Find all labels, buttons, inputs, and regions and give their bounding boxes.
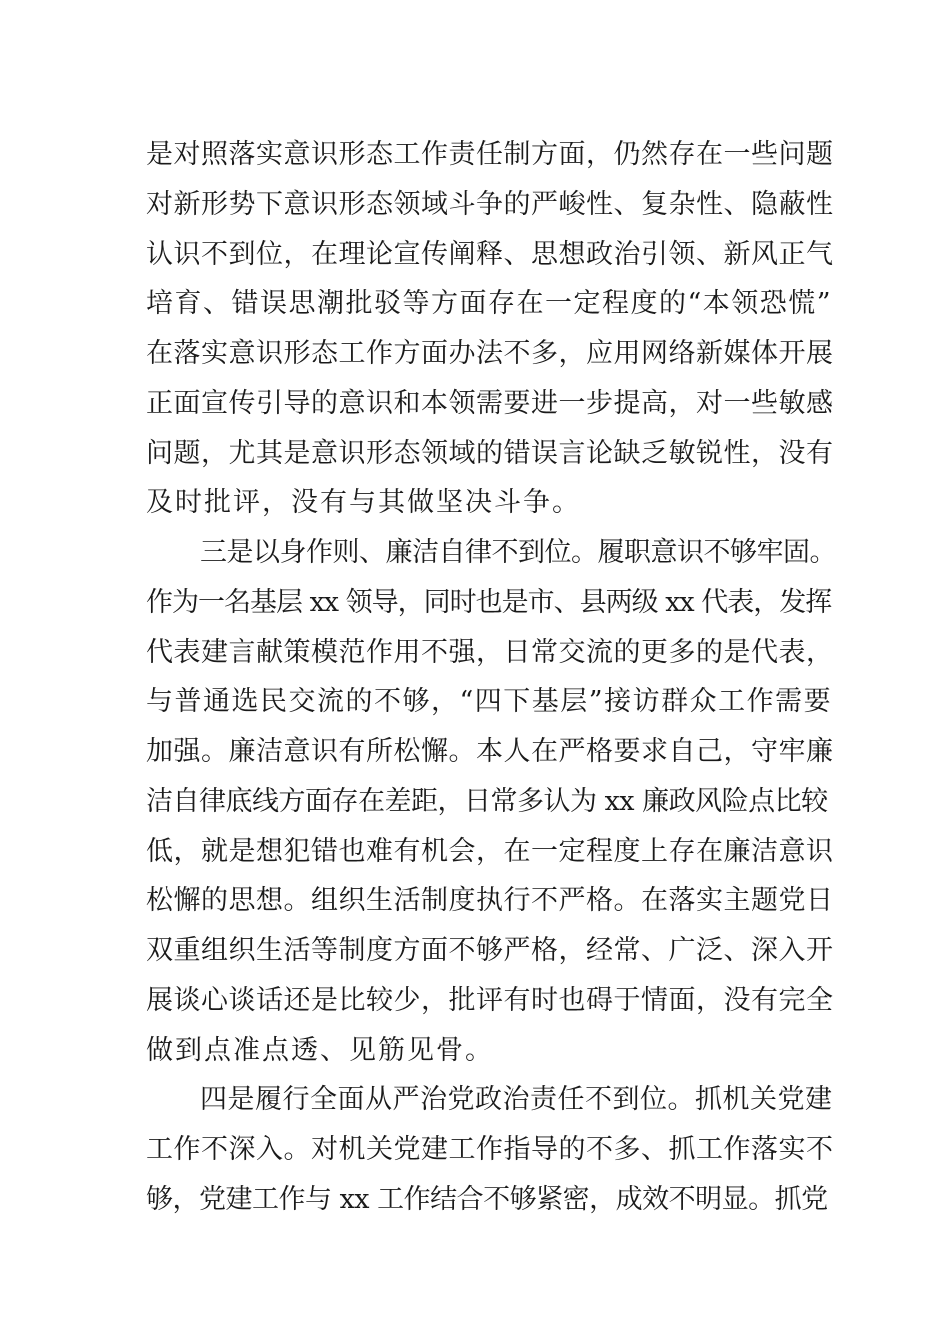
- text-line: 在落实意识形态工作方面办法不多，应用网络新媒体开展: [146, 338, 834, 369]
- text-line: 做到点准点透、见筋见骨。: [146, 1034, 494, 1066]
- text-line: 问题，尤其是意识形态领域的错误言论缺乏敏锐性，没有: [146, 437, 834, 469]
- text-line: 低，就是想犯错也难有机会，在一定程度上存在廉洁意识: [146, 835, 834, 867]
- document-body: [146, 130, 836, 1225]
- text-line: 洁自律底线方面存在差距，日常多认为 xx 廉政风险点比较: [146, 785, 828, 817]
- text-line: 展谈心谈话还是比较少，批评有时也碍于情面，没有完全: [146, 984, 834, 1016]
- text-line: 作为一名基层 xx 领导，同时也是市、县两级 xx 代表，发挥: [146, 586, 832, 618]
- text-line: 正面宣传引导的意识和本领需要进一步提高，对一些敏感: [146, 387, 834, 419]
- text-line: 工作不深入。对机关党建工作指导的不多、抓工作落实不: [146, 1134, 834, 1165]
- text-line: 认识不到位，在理论宣传阐释、思想政治引领、新风正气: [146, 238, 834, 270]
- text-line: 与普通选民交流的不够，“四下基层”接访群众工作需要: [146, 686, 833, 718]
- text-line: 代表建言献策模范作用不强，日常交流的更多的是代表，: [146, 636, 834, 668]
- text-line: 是对照落实意识形态工作责任制方面，仍然存在一些问题: [146, 139, 834, 170]
- text-line: 松懈的思想。组织生活制度执行不严格。在落实主题党日: [146, 885, 834, 917]
- text-line: 够，党建工作与 xx 工作结合不够紧密，成效不明显。抓党: [146, 1183, 828, 1215]
- text-line: 双重组织生活等制度方面不够严格，经常、广泛、深入开: [146, 935, 834, 966]
- text-line: 及时批评，没有与其做坚决斗争。: [146, 487, 581, 519]
- text-line: 加强。廉洁意识有所松懈。本人在严格要求自己，守牢廉: [146, 736, 834, 767]
- text-line: 四是履行全面从严治党政治责任不到位。抓机关党建: [200, 1084, 833, 1116]
- text-line: 培育、错误思潮批驳等方面存在一定程度的“本领恐慌”: [146, 288, 833, 320]
- text-line: 对新形势下意识形态领域斗争的严峻性、复杂性、隐蔽性: [146, 188, 834, 220]
- text-line: 三是以身作则、廉洁自律不到位。履职意识不够牢固。: [200, 537, 836, 568]
